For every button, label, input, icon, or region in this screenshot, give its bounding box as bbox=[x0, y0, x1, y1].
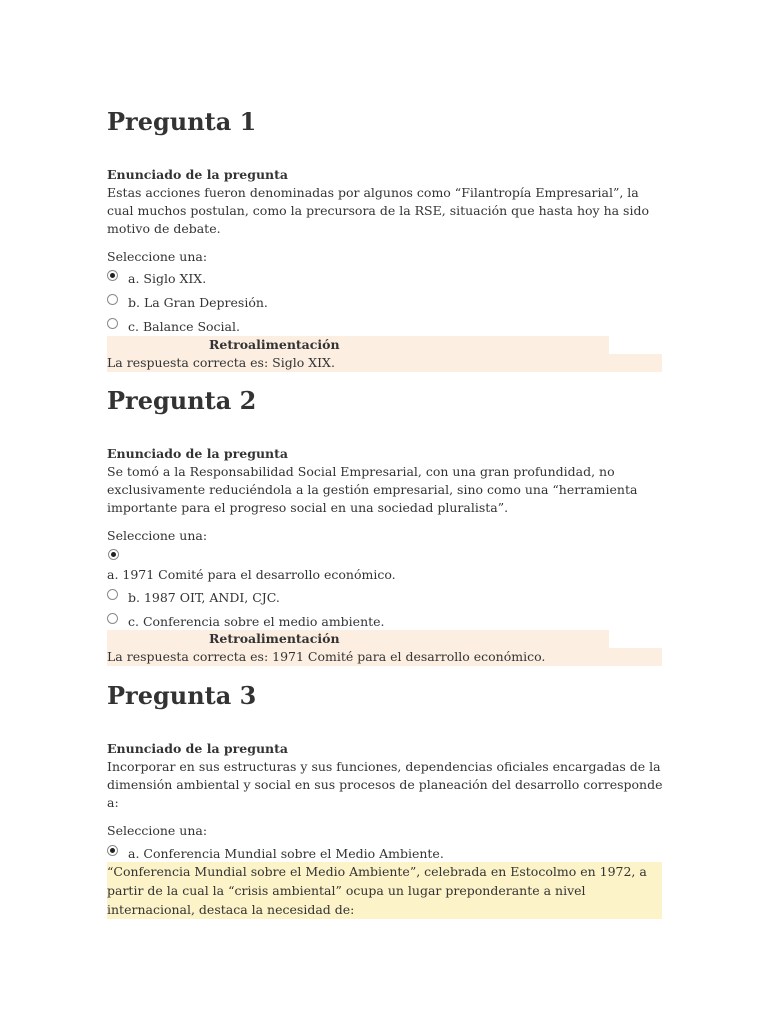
radio-selected-icon[interactable] bbox=[107, 270, 118, 281]
radio-selected-icon[interactable] bbox=[108, 549, 119, 560]
question-1-statement-text: Estas acciones fueron denominadas por algunos como “Filantropía Empresarial”, la cual muchos postulan, como la precursora de la RSE, situación que hasta hoy ha sido motivo de debate. bbox=[107, 185, 649, 236]
question-1-title: Pregunta 1 bbox=[107, 107, 257, 136]
option-label: c. Balance Social. bbox=[128, 319, 240, 334]
radio-unselected-icon[interactable] bbox=[107, 318, 118, 329]
question-3-title: Pregunta 3 bbox=[107, 681, 257, 710]
option-label: c. Conferencia sobre el medio ambiente. bbox=[128, 614, 385, 629]
question-2-select-prompt: Seleccione una: bbox=[107, 528, 208, 543]
radio-unselected-icon[interactable] bbox=[107, 589, 118, 600]
radio-selected-icon[interactable] bbox=[107, 845, 118, 856]
question-1-statement-label: Enunciado de la pregunta bbox=[107, 167, 288, 182]
question-2-feedback-heading: Retroalimentación bbox=[107, 630, 609, 648]
radio-unselected-icon[interactable] bbox=[107, 294, 118, 305]
question-2-title: Pregunta 2 bbox=[107, 386, 257, 415]
question-1-option-c[interactable] bbox=[107, 318, 240, 336]
question-2-option-b[interactable] bbox=[107, 589, 280, 607]
option-label: b. La Gran Depresión. bbox=[128, 295, 268, 310]
question-1-feedback-text: La respuesta correcta es: Siglo XIX. bbox=[107, 354, 662, 372]
question-2-option-a[interactable] bbox=[107, 566, 396, 584]
question-3-select-prompt: Seleccione una: bbox=[107, 823, 208, 838]
option-label: a. 1971 Comité para el desarrollo económico. bbox=[107, 567, 396, 582]
question-2-option-c[interactable] bbox=[107, 613, 385, 631]
question-2-statement-label: Enunciado de la pregunta bbox=[107, 446, 288, 461]
question-1-select-prompt: Seleccione una: bbox=[107, 249, 208, 264]
question-3-statement-text: Incorporar en sus estructuras y sus funciones, dependencias oficiales encargadas de la dimensión ambiental y social en sus procesos de planeación del desarrollo corresponde a: bbox=[107, 759, 663, 810]
question-3-statement-label: Enunciado de la pregunta bbox=[107, 741, 288, 756]
question-1-option-b[interactable] bbox=[107, 294, 268, 312]
option-label: b. 1987 OIT, ANDI, CJC. bbox=[128, 590, 280, 605]
option-label: a. Conferencia Mundial sobre el Medio Ambiente. bbox=[128, 846, 444, 861]
question-1-option-a[interactable] bbox=[107, 270, 206, 288]
question-3-option-a[interactable] bbox=[107, 845, 444, 863]
radio-unselected-icon[interactable] bbox=[107, 613, 118, 624]
question-1-feedback-heading: Retroalimentación bbox=[107, 336, 609, 354]
question-3-highlighted-text: “Conferencia Mundial sobre el Medio Ambiente”, celebrada en Estocolmo en 1972, a partir de la cual la “crisis ambiental” ocupa un lugar preponderante a nivel internacional, destaca la necesidad de: bbox=[107, 862, 662, 919]
question-2-feedback-text: La respuesta correcta es: 1971 Comité para el desarrollo económico. bbox=[107, 648, 662, 666]
question-2-statement-text: Se tomó a la Responsabilidad Social Empresarial, con una gran profundidad, no exclusivamente reduciéndola a la gestión empresarial, sino como una “herramienta importante para el progreso social en una sociedad pluralista”. bbox=[107, 464, 638, 515]
option-label: a. Siglo XIX. bbox=[128, 271, 207, 286]
